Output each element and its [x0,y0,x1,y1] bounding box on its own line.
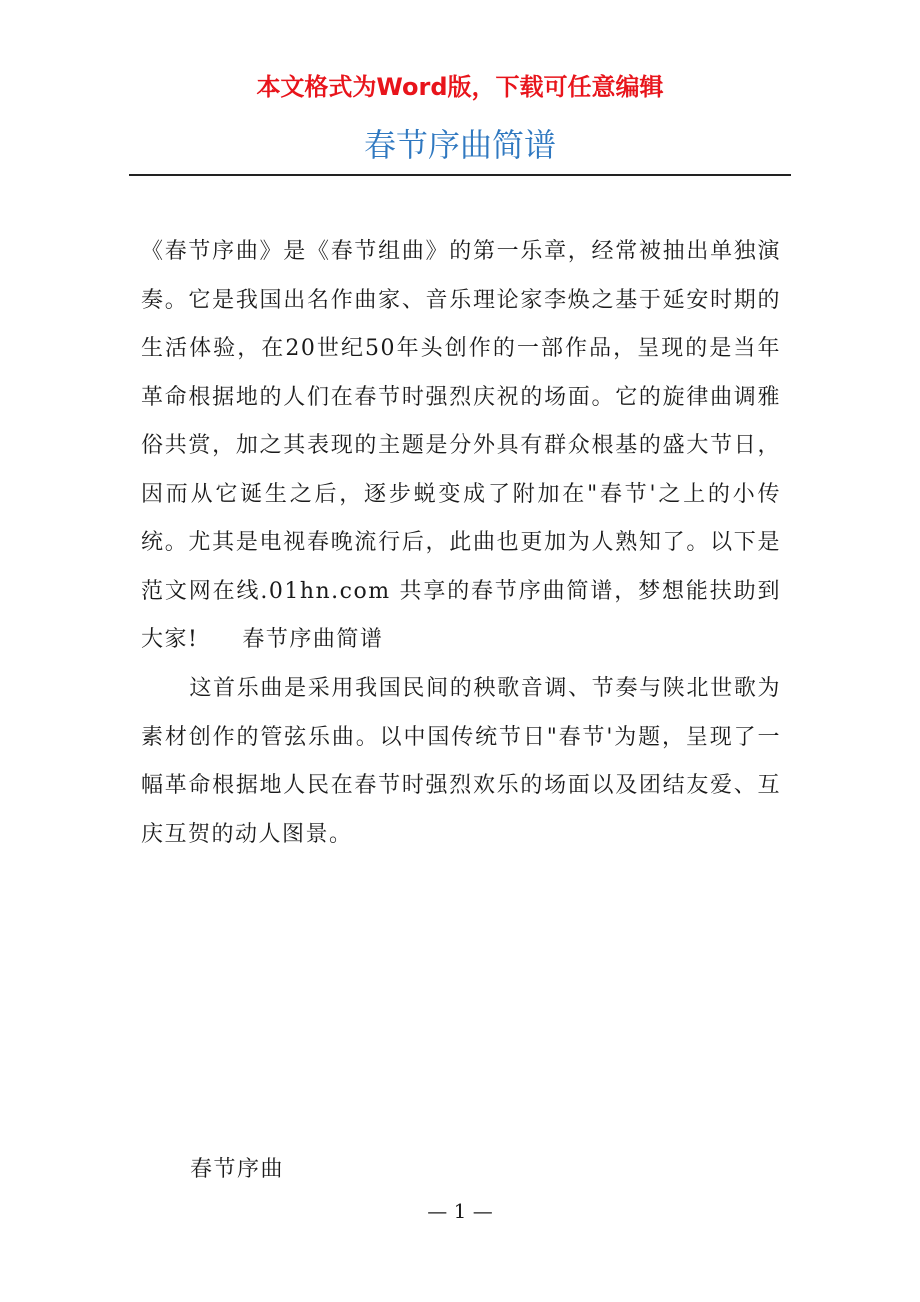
download-notice: 本文格式为Word版，下载可任意编辑 [256,73,664,101]
section-heading: 春节序曲 [190,1157,285,1182]
document-title: 春节序曲简谱 [363,126,556,164]
inline-section-heading: 春节序曲简谱 [242,627,384,652]
intro-paragraph [141,228,781,665]
intro-paragraph-text: 《春节序曲》是《春节组曲》的第一乐章，经常被抽出单独演奏。它是我国出名作曲家、音乐理论家李焕之基于延安时期的生活体验，在20世纪50年头创作的一部作品，呈现的是当年革命根据地的人们在春节时强烈庆祝的场面。它的旋律曲调雅俗共赏，加之其表现的主题是分外具有群众根基的盛大节日，因而从它诞生之后，逐步蜕变成了附加在"春节'之上的小传统。尤其是电视春晚流行后，此曲也更加为人熟知了。以下是范文网在线.01hn.com 共享的春节序曲简谱，梦想能扶助到大家! [141,239,781,652]
title-divider [129,174,791,176]
description-paragraph: 这首乐曲是采用我国民间的秧歌音调、节奏与陕北世歌为素材创作的管弦乐曲。以中国传统节日"春节'为题，呈现了一幅革命根据地人民在春节时强烈欢乐的场面以及团结友爱、互庆互贺的动人图景。 [141,676,781,847]
page-number: — 1 — [427,1199,493,1223]
